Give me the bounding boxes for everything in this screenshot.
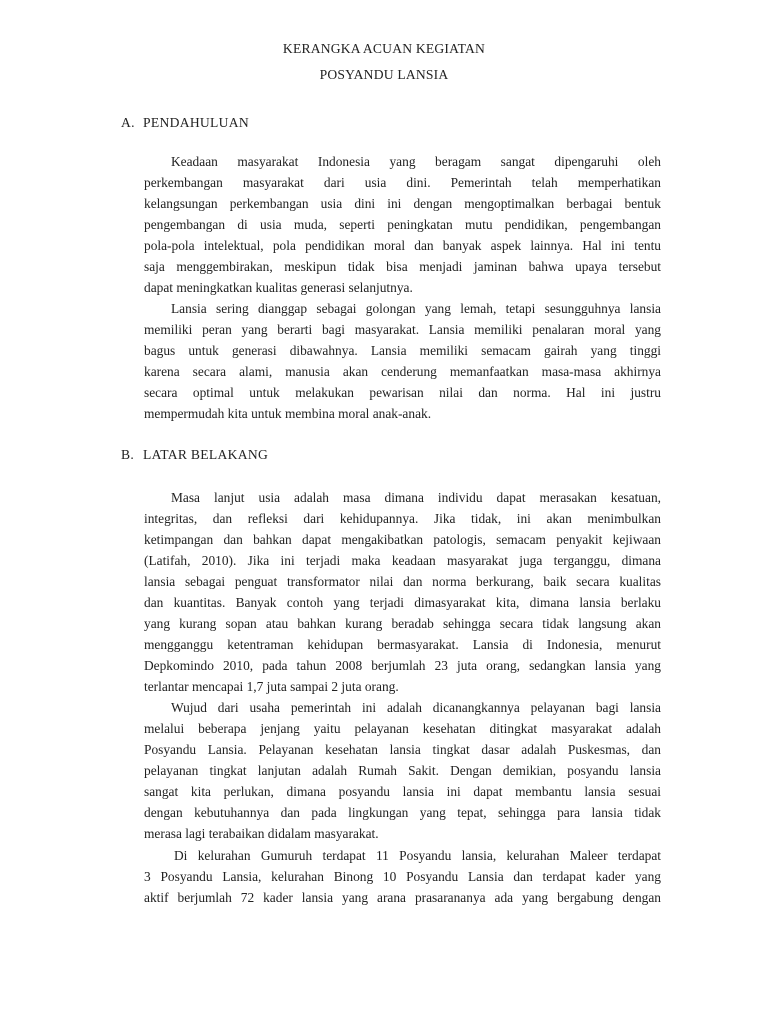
- paragraph-line: memiliki peran yang berarti bagi masyarakat. Lansia memiliki penalaran moral yang: [144, 322, 661, 337]
- paragraph-line: Masa lanjut usia adalah masa dimana individu dapat merasakan kesatuan,: [171, 490, 661, 505]
- paragraph-line: melalui beberapa jenjang yaitu pelayanan kesehatan ditingkat masyarakat adalah: [144, 721, 661, 736]
- paragraph-line: Posyandu Lansia. Pelayanan kesehatan lansia tingkat dasar adalah Puskesmas, dan: [144, 742, 661, 757]
- paragraph-line: 3 Posyandu Lansia, kelurahan Binong 10 Posyandu Lansia dan terdapat kader yang: [144, 869, 661, 884]
- paragraph-line: mengganggu ketentraman kehidupan bermasyarakat. Lansia di Indonesia, menurut: [144, 637, 661, 652]
- section-b-title: LATAR BELAKANG: [143, 447, 269, 462]
- paragraph-line: Wujud dari usaha pemerintah ini adalah dicanangkannya pelayanan bagi lansia: [171, 700, 661, 715]
- paragraph-line: yang kurang sopan atau bahkan kurang beradab sehingga secara tidak langsung akan: [144, 616, 661, 631]
- paragraph-line: dan kuantitas. Banyak contoh yang terjadi dimasyarakat kita, dimana lansia berlaku: [144, 595, 661, 610]
- paragraph-line: Keadaan masyarakat Indonesia yang beragam sangat dipengaruhi oleh: [171, 154, 661, 169]
- paragraph-line: aktif berjumlah 72 kader lansia yang arana prasarananya ada yang bergabung dengan: [144, 890, 661, 905]
- paragraph-line: kelangsungan perkembangan usia dini ini dengan mengoptimalkan berbagai bentuk: [144, 196, 661, 211]
- paragraph-line: saja menggembirakan, meskipun tidak bisa menjadi jaminan bahwa upaya tersebut: [144, 259, 661, 274]
- paragraph-line: lansia sebagai penguat transformator nilai dan norma berkurang, baik secara kualitas: [144, 574, 661, 589]
- paragraph-line: (Latifah, 2010). Jika ini terjadi maka keadaan masyarakat juga terganggu, dimana: [144, 553, 661, 568]
- paragraph-line: Di kelurahan Gumuruh terdapat 11 Posyandu lansia, kelurahan Maleer terdapat: [174, 848, 661, 863]
- paragraph-line: Lansia sering dianggap sebagai golongan yang lemah, tetapi sesungguhnya lansia: [171, 301, 661, 316]
- paragraph-line: secara optimal untuk melakukan pewarisan nilai dan norma. Hal ini justru: [144, 385, 661, 400]
- paragraph-line: perkembangan masyarakat dari usia dini. Pemerintah telah memperhatikan: [144, 175, 661, 190]
- document-title-line-2: POSYANDU LANSIA: [319, 67, 449, 82]
- paragraph-line: dengan kebutuhannya dan pada lingkungan yang tepat, sehingga para lansia tidak: [144, 805, 661, 820]
- paragraph-line: merasa lagi terabaikan didalam masyarakat.: [144, 826, 379, 841]
- paragraph-line: dapat meningkatkan kualitas generasi selanjutnya.: [144, 280, 413, 295]
- paragraph-line: mempermudah kita untuk membina moral anak-anak.: [144, 406, 432, 421]
- paragraph-line: Depkomindo 2010, pada tahun 2008 berjumlah 23 juta orang, sedangkan lansia yang: [144, 658, 661, 673]
- section-b-letter: B.: [121, 447, 135, 462]
- section-a-heading: [121, 115, 249, 131]
- paragraph-line: pengembangan di usia muda, seperti peningkatan mutu pendidikan, pengembangan: [144, 217, 661, 232]
- paragraph-line: pelayanan tingkat lanjutan adalah Rumah Sakit. Dengan demikian, posyandu lansia: [144, 763, 661, 778]
- section-a-title: PENDAHULUAN: [143, 115, 250, 130]
- paragraph-line: ketimpangan dan bahkan dapat mengakibatkan patologis, semacam penyakit kejiwaan: [144, 532, 661, 547]
- paragraph-line: bagus untuk generasi dibawahnya. Lansia memiliki semacam gairah yang tinggi: [144, 343, 661, 358]
- section-a-letter: A.: [121, 115, 135, 130]
- paragraph-line: terlantar mencapai 1,7 juta sampai 2 juta orang.: [144, 679, 399, 694]
- paragraph-line: pola-pola intelektual, pola pendidikan moral dan banyak aspek lainnya. Hal ini tentu: [144, 238, 661, 253]
- document-title-line-1: KERANGKA ACUAN KEGIATAN: [282, 41, 486, 56]
- paragraph-line: sangat kita perlukan, dimana posyandu lansia ini dapat membantu lansia sesuai: [144, 784, 661, 799]
- paragraph-line: karena secara alami, manusia akan cenderung memanfaatkan masa-masa akhirnya: [144, 364, 661, 379]
- section-b-heading: [121, 447, 268, 463]
- paragraph-line: integritas, dan refleksi dari kehidupannya. Jika tidak, ini akan menimbulkan: [144, 511, 661, 526]
